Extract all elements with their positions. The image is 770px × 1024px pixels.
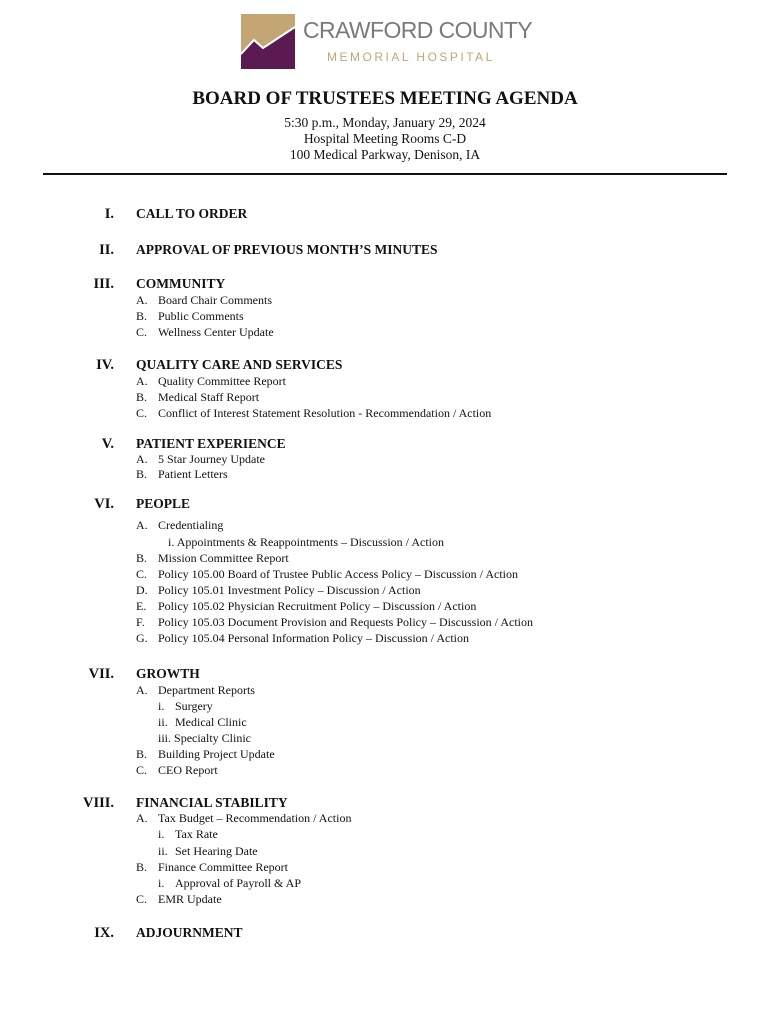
agenda-item bbox=[136, 373, 286, 389]
item-text: Building Project Update bbox=[158, 747, 275, 761]
agenda-item bbox=[136, 308, 244, 324]
agenda-item bbox=[136, 682, 255, 698]
item-text: Policy 105.03 Document Provision and Requests Policy – Discussion / Action bbox=[158, 615, 533, 629]
item-marker: B. bbox=[136, 551, 148, 565]
item-marker: B. bbox=[136, 747, 148, 761]
item-marker: i. bbox=[158, 827, 165, 841]
section-numeral: III. bbox=[93, 276, 114, 292]
agenda-item bbox=[136, 598, 476, 614]
header-divider bbox=[43, 173, 727, 175]
section-numeral: VIII. bbox=[82, 795, 114, 811]
meeting-address: 100 Medical Parkway, Denison, IA bbox=[289, 147, 481, 162]
section-numeral: V. bbox=[101, 436, 114, 452]
item-marker: A. bbox=[136, 518, 148, 532]
item-text: Specialty Clinic bbox=[174, 731, 252, 745]
item-marker: C. bbox=[136, 763, 148, 777]
item-marker: G. bbox=[136, 631, 148, 645]
agenda-item bbox=[136, 810, 351, 826]
agenda-item bbox=[136, 466, 228, 482]
item-marker: A. bbox=[136, 293, 148, 307]
item-text: Medical Clinic bbox=[175, 715, 247, 729]
hospital-logo bbox=[241, 14, 531, 70]
item-text: Finance Committee Report bbox=[158, 860, 288, 874]
item-marker: iii. bbox=[158, 731, 172, 745]
item-marker: i. bbox=[158, 876, 165, 890]
logo-mark-icon bbox=[241, 14, 295, 69]
item-text: Public Comments bbox=[158, 309, 244, 323]
agenda-item bbox=[136, 292, 272, 308]
section-numeral: I. bbox=[104, 206, 114, 222]
section-heading: ADJOURNMENT bbox=[136, 925, 243, 940]
item-marker: A. bbox=[136, 374, 148, 388]
agenda-subitem bbox=[168, 534, 444, 550]
section-heading: CALL TO ORDER bbox=[136, 206, 248, 221]
item-marker: ii. bbox=[158, 715, 168, 729]
agenda-item bbox=[136, 517, 223, 533]
item-marker: C. bbox=[136, 406, 148, 420]
item-marker: B. bbox=[136, 309, 148, 323]
item-marker: E. bbox=[136, 599, 147, 613]
item-text: Quality Committee Report bbox=[158, 374, 286, 388]
item-text: Policy 105.04 Personal Information Policy – Discussion / Action bbox=[158, 631, 469, 645]
agenda-subitem bbox=[158, 730, 251, 746]
item-text: Policy 105.02 Physician Recruitment Policy – Discussion / Action bbox=[158, 599, 477, 613]
item-marker: B. bbox=[136, 860, 148, 874]
item-text: EMR Update bbox=[158, 892, 222, 906]
item-text: Tax Budget – Recommendation / Action bbox=[158, 811, 352, 825]
agenda-item bbox=[136, 405, 491, 421]
agenda-item bbox=[136, 324, 274, 340]
meeting-location: Hospital Meeting Rooms C-D bbox=[303, 131, 467, 146]
item-text: CEO Report bbox=[158, 763, 218, 777]
agenda-item bbox=[136, 859, 288, 875]
section-heading: PEOPLE bbox=[136, 496, 191, 511]
item-text: Policy 105.00 Board of Trustee Public Access Policy – Discussion / Action bbox=[158, 567, 518, 581]
item-marker: i. bbox=[168, 535, 175, 549]
item-marker: C. bbox=[136, 892, 148, 906]
section-numeral: IV. bbox=[96, 357, 114, 373]
item-text: Wellness Center Update bbox=[158, 325, 274, 339]
item-text: Approval of Payroll & AP bbox=[175, 876, 301, 890]
item-marker: B. bbox=[136, 390, 148, 404]
section-heading: PATIENT EXPERIENCE bbox=[136, 436, 286, 451]
section-heading: COMMUNITY bbox=[136, 276, 226, 291]
item-marker: D. bbox=[136, 583, 148, 597]
item-text: 5 Star Journey Update bbox=[158, 452, 265, 466]
agenda-item bbox=[136, 630, 469, 646]
agenda-item bbox=[136, 762, 218, 778]
agenda-subitem bbox=[158, 826, 218, 842]
section-heading: QUALITY CARE AND SERVICES bbox=[136, 357, 343, 372]
item-text: Mission Committee Report bbox=[158, 551, 289, 565]
agenda-subitem bbox=[158, 875, 301, 891]
item-marker: A. bbox=[136, 811, 148, 825]
item-text: Set Hearing Date bbox=[175, 844, 258, 858]
agenda-item bbox=[136, 582, 421, 598]
agenda-item bbox=[136, 746, 275, 762]
logo-name-line2: MEMORIAL HOSPITAL bbox=[327, 50, 495, 64]
logo-name-line1: CRAWFORD COUNTY bbox=[303, 17, 533, 43]
section-numeral: IX. bbox=[94, 925, 114, 941]
agenda-subitem bbox=[158, 714, 247, 730]
item-marker: ii. bbox=[158, 844, 168, 858]
agenda-item bbox=[136, 614, 533, 630]
agenda-item bbox=[136, 550, 289, 566]
section-numeral: VII. bbox=[88, 666, 114, 682]
agenda-item bbox=[136, 451, 265, 467]
agenda-item bbox=[136, 891, 222, 907]
item-text: Patient Letters bbox=[158, 467, 228, 481]
section-heading: GROWTH bbox=[136, 666, 200, 681]
item-text: Credentialing bbox=[158, 518, 224, 532]
item-marker: C. bbox=[136, 567, 148, 581]
section-numeral: VI. bbox=[94, 496, 114, 512]
agenda-item bbox=[136, 566, 518, 582]
section-heading: FINANCIAL STABILITY bbox=[136, 795, 288, 810]
item-text: Board Chair Comments bbox=[158, 293, 272, 307]
item-marker: C. bbox=[136, 325, 148, 339]
item-marker: A. bbox=[136, 452, 148, 466]
item-text: Medical Staff Report bbox=[158, 390, 260, 404]
agenda-subitem bbox=[158, 843, 258, 859]
item-text: Policy 105.01 Investment Policy – Discussion / Action bbox=[158, 583, 421, 597]
item-marker: i. bbox=[158, 699, 165, 713]
item-marker: F. bbox=[136, 615, 145, 629]
item-marker: B. bbox=[136, 467, 148, 481]
agenda-subitem bbox=[158, 698, 213, 714]
item-text: Tax Rate bbox=[175, 827, 218, 841]
page-title: BOARD OF TRUSTEES MEETING AGENDA bbox=[192, 88, 578, 109]
section-numeral: II. bbox=[99, 242, 114, 258]
item-text: Department Reports bbox=[158, 683, 255, 697]
section-heading: APPROVAL OF PREVIOUS MONTH’S MINUTES bbox=[136, 242, 438, 257]
item-text: Appointments & Reappointments – Discussion / Action bbox=[176, 535, 445, 549]
item-marker: A. bbox=[136, 683, 148, 697]
item-text: Conflict of Interest Statement Resolution - Recommendation / Action bbox=[158, 406, 492, 420]
agenda-item bbox=[136, 389, 259, 405]
item-text: Surgery bbox=[175, 699, 213, 713]
meeting-datetime: 5:30 p.m., Monday, January 29, 2024 bbox=[284, 115, 486, 130]
